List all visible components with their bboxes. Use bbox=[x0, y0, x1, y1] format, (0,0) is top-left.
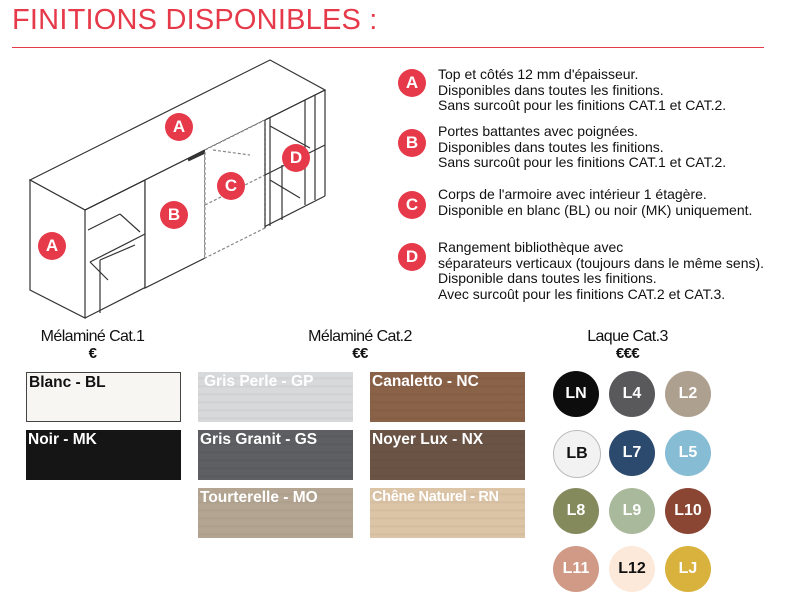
note-a-line: Top et côtés 12 mm d'épaisseur. bbox=[438, 66, 639, 82]
swatch-label: Chêne Naturel - RN bbox=[372, 489, 499, 505]
note-d bbox=[438, 240, 764, 302]
category-price: € bbox=[88, 345, 97, 362]
swatch-gris-perle[interactable] bbox=[198, 372, 353, 422]
swatch-label: Gris Granit - GS bbox=[200, 431, 318, 448]
lacquer-swatch-l8[interactable]: L8 bbox=[553, 488, 599, 534]
note-b-badge: B bbox=[398, 129, 426, 157]
lacquer-swatch-ln[interactable]: LN bbox=[553, 371, 599, 417]
note-a-badge: A bbox=[398, 69, 426, 97]
note-b-line: Sans surcoût pour les finitions CAT.1 et CAT.2. bbox=[438, 154, 727, 170]
lacquer-swatch-l12[interactable]: L12 bbox=[609, 546, 655, 592]
page-title: FINITIONS DISPONIBLES : bbox=[12, 4, 378, 36]
category-name: Mélaminé Cat.1 bbox=[40, 328, 145, 345]
cabinet-drawing bbox=[0, 50, 330, 320]
label-a-top: A bbox=[165, 113, 193, 141]
label-c-body: C bbox=[217, 172, 245, 200]
category-name: Laque Cat.3 bbox=[587, 328, 668, 345]
note-d-badge: D bbox=[398, 243, 426, 271]
label-a-side: A bbox=[38, 232, 66, 260]
note-c-line: Disponible en blanc (BL) ou noir (MK) uniquement. bbox=[438, 201, 753, 218]
category-header-cat3 bbox=[560, 328, 695, 362]
note-b-line: Portes battantes avec poignées. bbox=[438, 123, 639, 139]
lacquer-swatch-l4[interactable]: L4 bbox=[609, 371, 655, 417]
category-header-cat1 bbox=[20, 328, 165, 362]
note-c-badge: C bbox=[398, 191, 426, 219]
swatch-label: Blanc - BL bbox=[29, 374, 106, 391]
swatch-canaletto[interactable] bbox=[370, 372, 525, 422]
swatch-label: Noir - MK bbox=[28, 431, 97, 448]
label-d-shelf: D bbox=[282, 144, 310, 172]
category-name: Mélaminé Cat.2 bbox=[308, 328, 412, 345]
note-c-line: Corps de l'armoire avec intérieur 1 étagère. bbox=[438, 186, 707, 202]
note-d-line: Rangement bibliothèque avec bbox=[438, 239, 624, 255]
swatch-noyer-lux[interactable] bbox=[370, 430, 525, 480]
note-d-line: Disponible dans toutes les finitions. bbox=[438, 270, 657, 286]
swatch-label: Tourterelle - MO bbox=[200, 489, 318, 506]
category-price: €€ bbox=[352, 345, 368, 362]
note-c bbox=[438, 187, 752, 218]
swatch-label: Canaletto - NC bbox=[372, 373, 479, 390]
label-b-door: B bbox=[160, 201, 188, 229]
lacquer-swatch-l2[interactable]: L2 bbox=[665, 371, 711, 417]
note-d-line: Avec surcoût pour les finitions CAT.2 et CAT.3. bbox=[438, 285, 726, 302]
lacquer-swatch-l11[interactable]: L11 bbox=[553, 546, 599, 592]
note-b-line: Disponibles dans toutes les finitions. bbox=[438, 138, 664, 155]
swatch-noir[interactable] bbox=[26, 430, 181, 480]
note-a-line: Sans surcoût pour les finitions CAT.1 et CAT.2. bbox=[438, 97, 727, 113]
swatch-tourterelle[interactable] bbox=[198, 488, 353, 538]
lacquer-swatch-l9[interactable]: L9 bbox=[609, 488, 655, 534]
lacquer-swatch-lb[interactable]: LB bbox=[553, 430, 601, 478]
note-a-line: Disponibles dans toutes les finitions. bbox=[438, 81, 664, 98]
lacquer-swatch-l5[interactable]: L5 bbox=[665, 430, 711, 476]
swatch-chene-naturel[interactable] bbox=[370, 488, 525, 538]
swatch-label: Gris Perle - GP bbox=[204, 373, 314, 390]
category-price: €€€ bbox=[615, 345, 640, 362]
swatch-blanc[interactable] bbox=[26, 372, 181, 422]
swatch-gris-granit[interactable] bbox=[198, 430, 353, 480]
note-b bbox=[438, 124, 726, 171]
category-header-cat2 bbox=[285, 328, 435, 362]
note-d-line: séparateurs verticaux (toujours dans le même sens). bbox=[438, 254, 765, 271]
note-a bbox=[438, 67, 726, 114]
lacquer-swatch-lj[interactable]: LJ bbox=[665, 546, 711, 592]
lacquer-swatch-l7[interactable]: L7 bbox=[609, 430, 655, 476]
title-divider bbox=[12, 47, 764, 48]
swatch-label: Noyer Lux - NX bbox=[372, 431, 484, 448]
lacquer-swatch-l10[interactable]: L10 bbox=[665, 488, 711, 534]
